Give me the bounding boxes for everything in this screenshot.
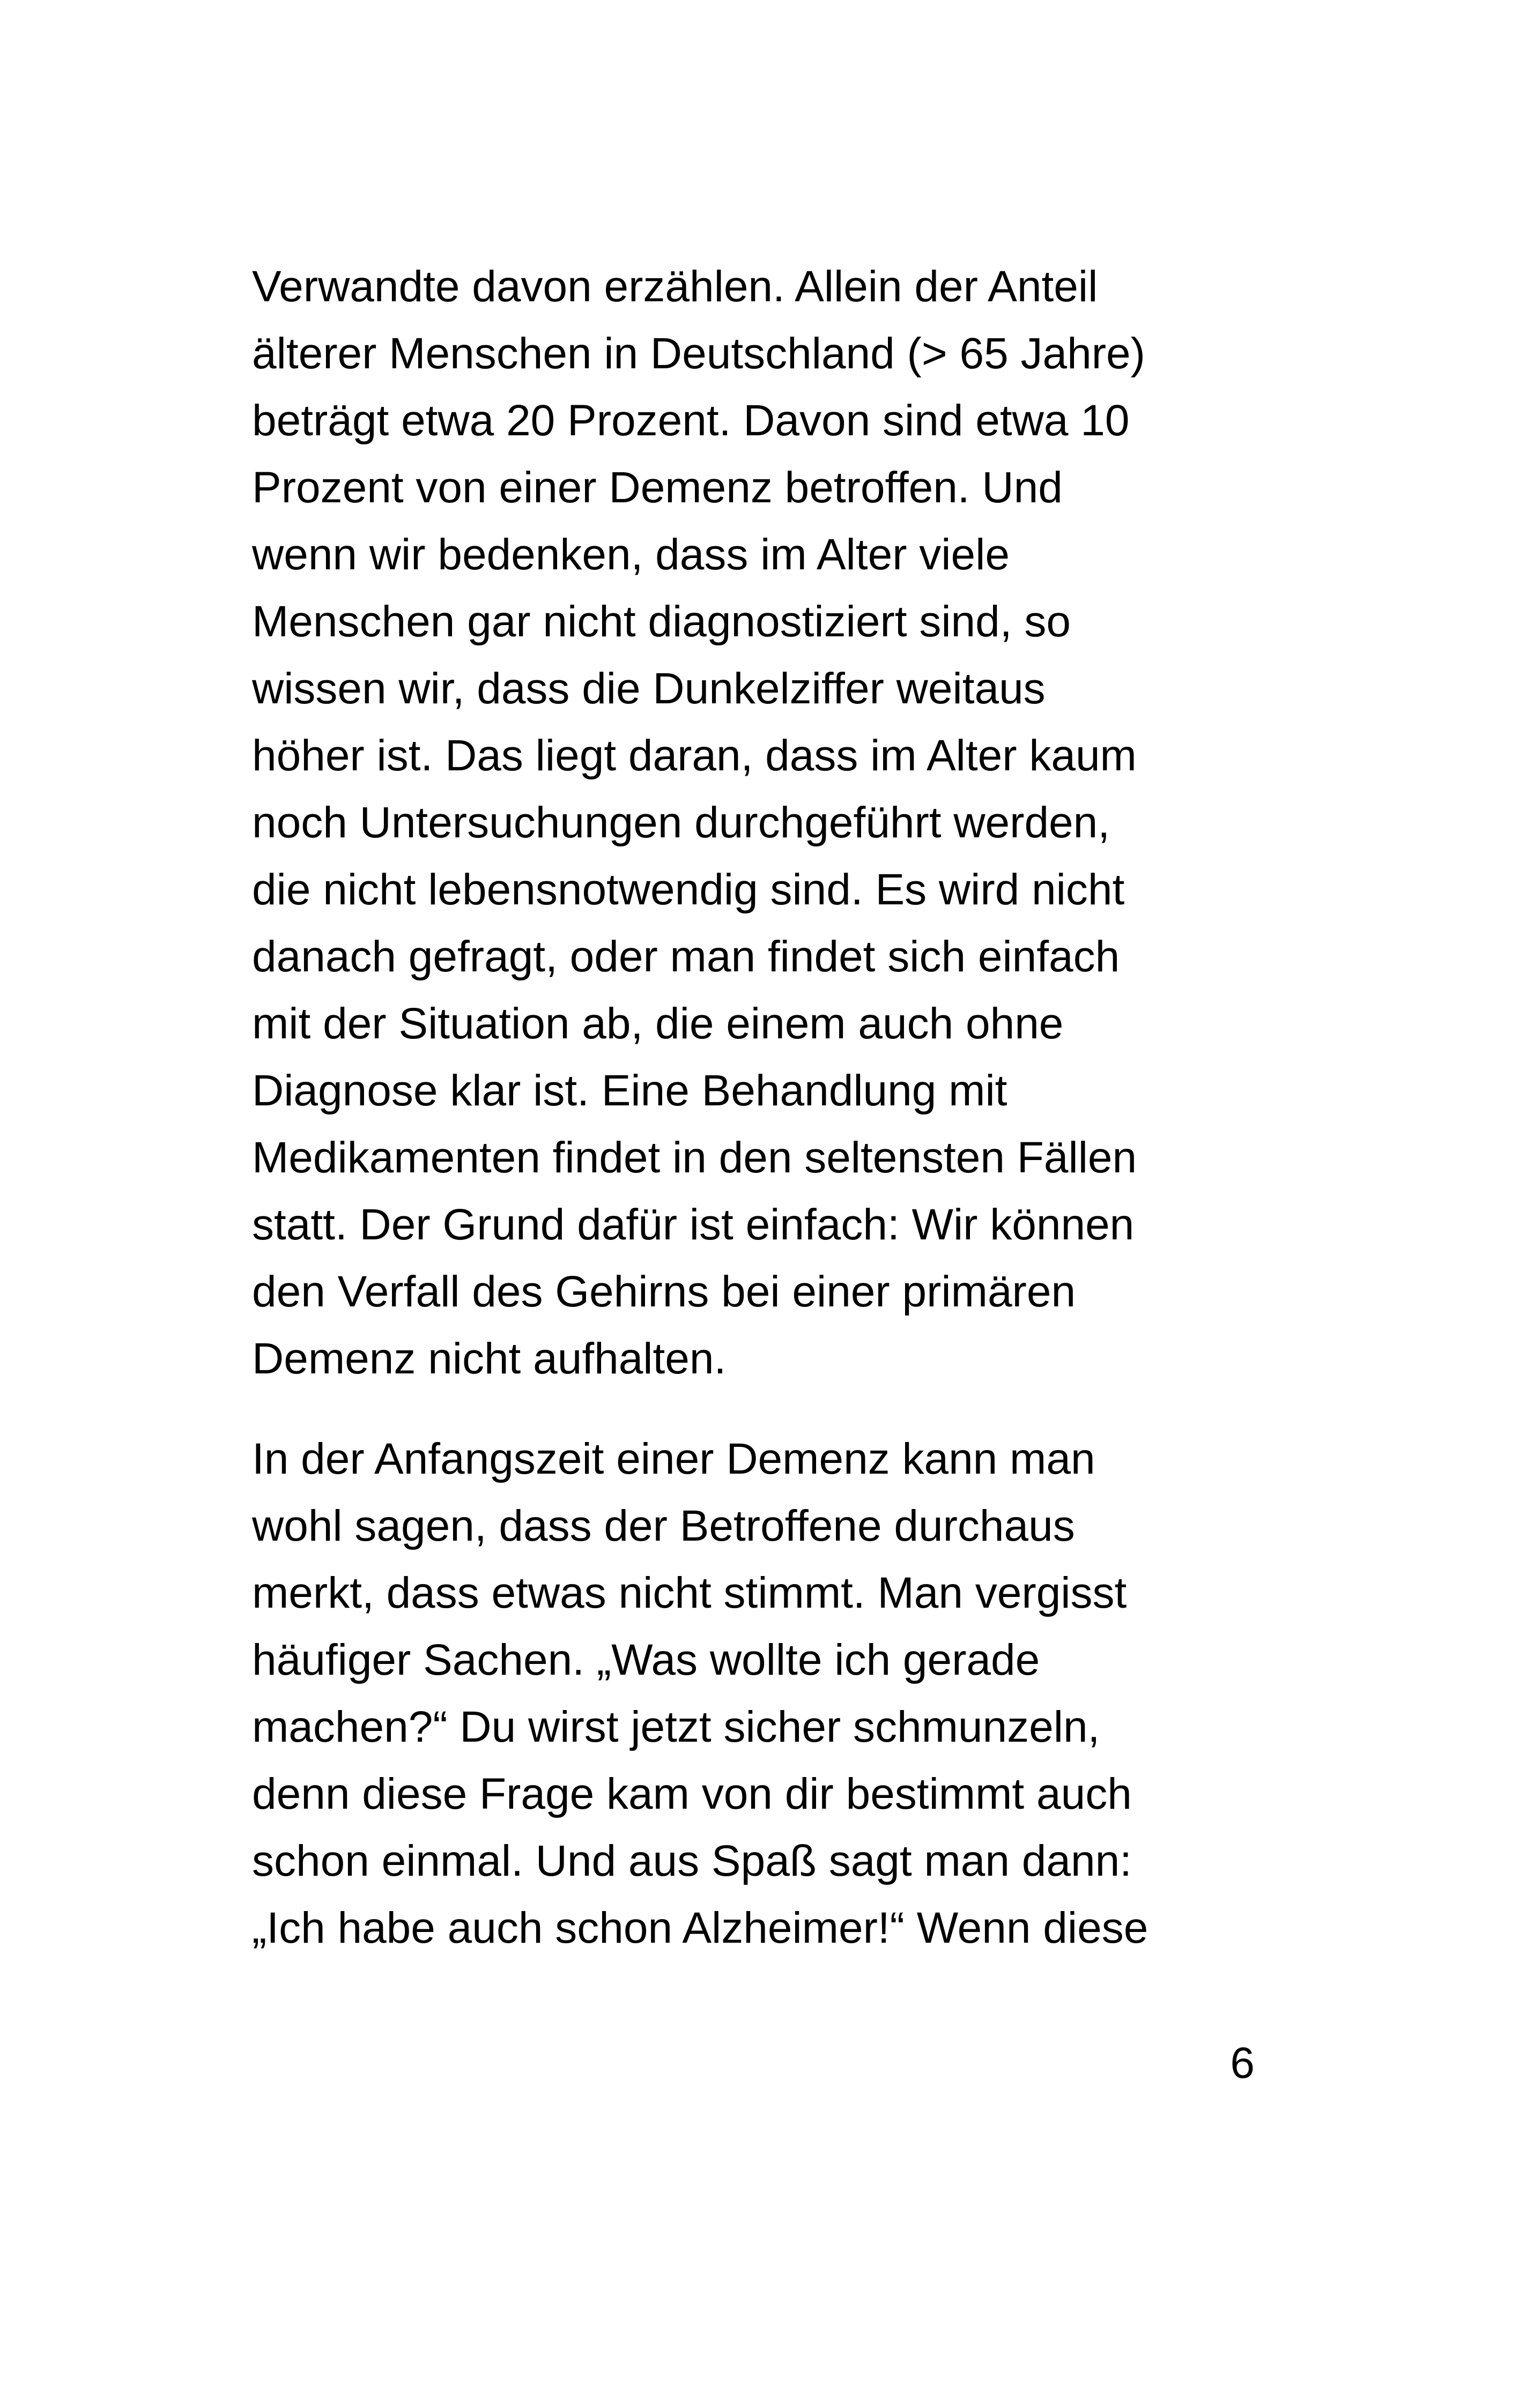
text-line: merkt, dass etwas nicht stimmt. Man vergisst [252,1569,1127,1617]
text-line: „Ich habe auch schon Alzheimer!“ Wenn diese [252,1904,1148,1952]
text-line: In der Anfangszeit einer Demenz kann man [252,1435,1095,1483]
text-line: Prozent von einer Demenz betroffen. Und [252,463,1063,512]
text-line: noch Untersuchungen durchgeführt werden, [252,798,1110,847]
text-line: machen?“ Du wirst jetzt sicher schmunzeln, [252,1703,1100,1751]
text-line: den Verfall des Gehirns bei einer primären [252,1267,1076,1316]
text-line: höher ist. Das liegt daran, dass im Alter kaum [252,731,1137,780]
text-line: häufiger Sachen. „Was wollte ich gerade [252,1636,1040,1684]
text-line: mit der Situation ab, die einem auch ohne [252,999,1064,1048]
paragraph-1 [252,253,1281,1392]
text-line: Demenz nicht aufhalten. [252,1334,727,1383]
text-line: beträgt etwa 20 Prozent. Davon sind etwa 10 [252,396,1130,445]
text-line: älterer Menschen in Deutschland (> 65 Jahre) [252,329,1145,378]
text-line: Diagnose klar ist. Eine Behandlung mit [252,1066,1007,1115]
body-text [252,253,1281,1961]
text-line: wohl sagen, dass der Betroffene durchaus [252,1502,1075,1550]
text-line: schon einmal. Und aus Spaß sagt man dann: [252,1837,1132,1885]
text-line: Medikamenten findet in den seltensten Fällen [252,1133,1137,1182]
text-line: die nicht lebensnotwendig sind. Es wird nicht [252,865,1125,914]
text-line: wenn wir bedenken, dass im Alter viele [252,530,1010,579]
text-line: denn diese Frage kam von dir bestimmt auch [252,1770,1132,1818]
text-line: statt. Der Grund dafür ist einfach: Wir können [252,1200,1135,1249]
page-number: 6 [1230,2039,1255,2087]
text-line: wissen wir, dass die Dunkelziffer weitaus [252,664,1046,713]
text-line: Verwandte davon erzählen. Allein der Anteil [252,262,1098,311]
paragraph-spacer [252,1392,1281,1425]
text-line: danach gefragt, oder man findet sich einfach [252,932,1120,981]
text-line: Menschen gar nicht diagnostiziert sind, so [252,597,1071,646]
paragraph-2 [252,1425,1281,1961]
